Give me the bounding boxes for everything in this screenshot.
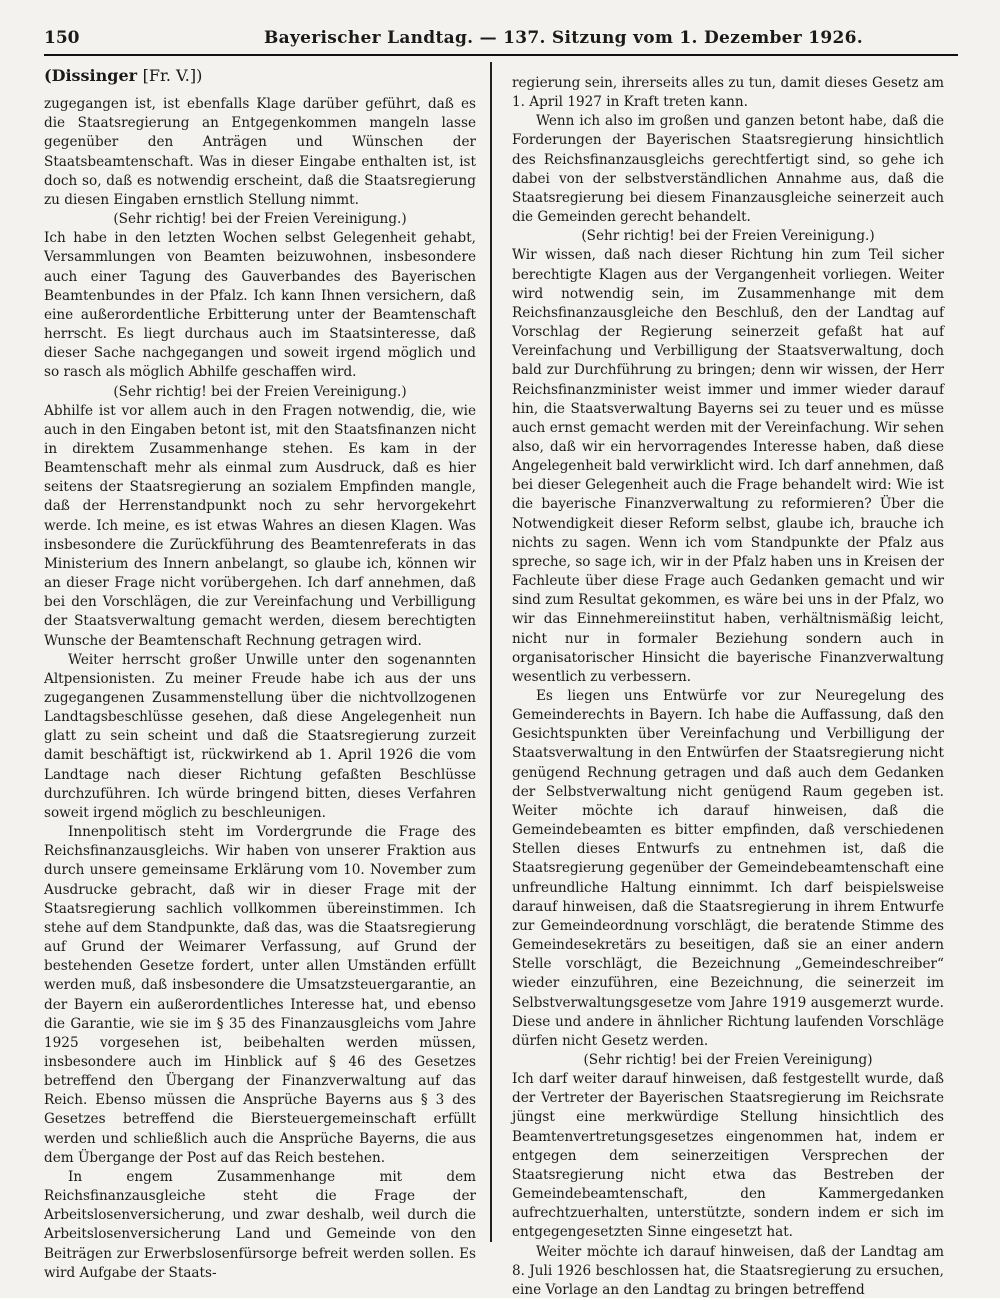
left-column — [44, 66, 476, 1283]
speaker-name: (Dissinger — [44, 66, 138, 85]
interjection: (Sehr richtig! bei der Freien Vereinigung.) — [113, 211, 407, 228]
paragraph: Weiter herrscht großer Unwille unter den sogenannten Altpensionisten. Zu meiner Freude habe ich aus der uns zugegangenen Zusammenstellung über die nichtvollzogenen Landtagsbeschlüsse gesehen, daß diese Angelegenheit nun glatt zu sein scheint und daß die Staatsregierung zurzeit damit beschäftigt ist, rückwirkend ab 1. April 1926 die vom Landtage nach dieser Richtung gefaßten Beschlüsse durchzuführen. Ich würde bringend bitten, dieses Verfahren soweit irgend möglich zu beschleunigen. — [44, 651, 476, 821]
page-number: 150 — [44, 28, 80, 48]
interjection: (Sehr richtig! bei der Freien Vereinigung) — [583, 1051, 873, 1068]
paragraph: Abhilfe ist vor allem auch in den Fragen notwendig, die, wie auch in den Eingaben betont ist, mit den Staatsfinanzen nicht in direktem Zusammenhange stehen. Es kam in der Beamtenschaft mehr als einmal zum Ausdruck, daß es hier seitens der Staatsregierung an sozialem Empfinden mangle, daß der Herrenstandpunkt noch zu sehr hervorgekehrt werde. Ich meine, es ist etwas Wahres an diesen Klagen. Was insbesondere die Zurückführung des Beamtenreferats in das Ministerium des Innern anbelangt, so glaube ich, können wir an dieser Frage nicht vorübergehen. Ich darf annehmen, daß bei den Vorschlägen, die zur Vereinfachung und Verbilligung der Staatsverwaltung gemacht werden, diesem berechtigten Wunsche der Beamtenschaft Rechnung getragen wird. — [44, 402, 476, 649]
interjection: (Sehr richtig! bei der Freien Vereinigung.) — [581, 228, 875, 245]
page-header — [44, 24, 958, 56]
column-divider — [490, 62, 492, 1242]
paragraph: Ich habe in den letzten Wochen selbst Gelegenheit gehabt, Versammlungen von Beamten beizuwohnen, insbesondere auch einer Tagung des Gauverbandes des Bayerischen Beamtenbundes in der Pfalz. Ich kann Ihnen versichern, daß eine außerordentliche Erbitterung unter der Beamtenschaft herrscht. Es liegt durchaus auch im Staatsinteresse, daß dieser Sache nachgegangen und soweit irgend möglich und so rasch als möglich Abhilfe geschaffen wird. — [44, 230, 476, 381]
paragraph: Wir wissen, daß nach dieser Richtung hin zum Teil sicher berechtigte Klagen aus der Vergangenheit vorliegen. Weiter wird notwendig sein, im Zusammenhange mit dem Reichsfinanzausgleiche den Beschluß, den der Landtag auf Vorschlag der Regierung seinerzeit gefaßt hat auf Vereinfachung und Verbilligung der Staatsverwaltung, doch bald zur Durchführung zu bringen; denn wir wissen, der Herr Reichsfinanzminister weist immer und immer wieder darauf hin, die Staatsverwaltung Bayerns sei zu teuer und es müsse auch ernst gemacht werden mit der Vereinfachung. Wir sehen also, daß wir ein hervorragendes Interesse haben, daß diese Angelegenheit bald verwirklicht wird. Ich darf annehmen, daß bei dieser Gelegenheit auch die Frage behandelt wird: Wie ist die bayerische Finanzverwaltung zu reformieren? Über die Notwendigkeit dieser Reform selbst, glaube ich, brauche ich nichts zu sagen. Wenn ich vom Standpunkte der Pfalz aus spreche, so sage ich, wir in der Pfalz haben uns in Kreisen der Fachleute über diese Frage auch Gedanken gemacht und wir sind zum Resultat gekommen, es wäre bei uns in der Pfalz, wo wir das Einnehmereiinstitut haben, verhältnismäßig leicht, nicht nur in formaler Beziehung sondern auch in organisatorischer Hinsicht die bayerische Finanzverwaltung wesentlich zu verbessern. — [512, 247, 944, 685]
paragraph: regierung sein, ihrerseits alles zu tun, damit dieses Gesetz am 1. April 1927 in Kraft treten kann. — [512, 75, 944, 111]
running-head: Bayerischer Landtag. — 137. Sitzung vom 1. Dezember 1926. — [264, 28, 863, 48]
paragraph: zugegangen ist, ist ebenfalls Klage darüber geführt, daß es die Staatsregierung an Entgegenkommen mangeln lasse gegenüber den Anträgen und Wünschen der Staatsbeamtenschaft. Was in dieser Eingabe enthalten ist, ist doch so, daß es notwendig erscheint, daß die Staatsregierung zu diesen Eingaben ernstlich Stellung nimmt. — [44, 96, 476, 208]
paragraph: In engem Zusammenhange mit dem Reichsfinanzausgleiche steht die Frage der Arbeitslosenversicherung, und zwar deshalb, weil durch die Arbeitslosenversicherung Land und Gemeinde von den Beiträgen zur Erwerbslosenfürsorge befreit werden sollen. Es wird Aufgabe der Staats- — [44, 1168, 476, 1281]
paragraph: Es liegen uns Entwürfe vor zur Neuregelung des Gemeinderechts in Bayern. Ich habe die Auffassung, daß den Gesichtspunkten über Vereinfachung und Verbilligung der Staatsverwaltung in den Entwürfen der Staatsregierung nicht genügend Rechnung getragen und daß auch dem Gedanken der Selbstverwaltung nicht genügend Raum gegeben ist. Weiter möchte ich darauf hinweisen, daß die Gemeindebeamten es bitter empfinden, daß verschiedenen Stellen dieses Entwurfs zu entnehmen ist, daß die Staatsregierung gegenüber der Gemeindebeamtenschaft eine unfreundliche Haltung einnimmt. Ich darf beispielsweise darauf hinweisen, daß die Staatsregierung in ihrem Entwurfe zur Gemeindeordnung vorschlägt, die beratende Stimme des Gemeindesekretärs zu beseitigen, daß sie an einer andern Stelle vorschlägt, die Bezeichnung „Gemeindeschreiber“ wieder einzuführen, eine Bezeichnung, die seinerzeit im Selbstverwaltungsgesetze vom Jahre 1919 ausgemerzt wurde. Diese und andere in ähnlicher Richtung laufenden Vorschläge dürfen nicht Gesetz werden. — [512, 688, 944, 1049]
right-column — [512, 74, 944, 1300]
paragraph: Wenn ich also im großen und ganzen betont habe, daß die Forderungen der Bayerischen Staatsregierung hinsichtlich des Reichsfinanzausgleichs gerechtfertigt sind, so gehe ich dabei von der selbstverständlichen Annahme aus, daß die Staatsregierung bei diesem Finanzausgleiche seinerzeit auch die Gemeinden gerecht behandelt. — [512, 113, 944, 226]
paragraph: Weiter möchte ich darauf hinweisen, daß der Landtag am 8. Juli 1926 beschlossen hat, die Staatsregierung zu ersuchen, eine Vorlage an den Landtag zu bringen betreffend — [512, 1243, 944, 1298]
interjection: (Sehr richtig! bei der Freien Vereinigung.) — [113, 383, 407, 400]
speaker-party: [Fr. V.]) — [142, 66, 203, 85]
paragraph: Innenpolitisch steht im Vordergrunde die Frage des Reichsfinanzausgleichs. Wir haben von unserer Fraktion aus durch unsere gemeinsame Erklärung vom 10. November zum Ausdrucke gebracht, daß wir in dieser Frage mit der Staatsregierung sachlich vollkommen übereinstimmen. Ich stehe auf dem Standpunkte, daß das, was die Staatsregierung auf Grund der Weimarer Verfassung, auf Grund der bestehenden Gesetze fordert, unter allen Umständen erfüllt werden muß, daß insbesondere die Umsatzsteuergarantie, an der Bayern ein außerordentliches Interesse hat, und ebenso die Garantie, wie sie im § 35 des Finanzausgleichs vom Jahre 1925 vorgesehen ist, beibehalten werden müssen, insbesondere auch im Hinblick auf § 46 des Gesetzes betreffend den Übergang der Finanzverwaltung auf das Reich. Ebenso müssen die Ansprüche Bayerns aus § 3 des Gesetzes betreffend die Biersteuergemeinschaft erfüllt werden und schließlich auch die Ansprüche Bayerns, die aus dem Übergange der Post auf das Reich bestehen. — [44, 824, 476, 1166]
speaker-label — [44, 66, 476, 85]
paragraph: Ich darf weiter darauf hinweisen, daß festgestellt wurde, daß der Vertreter der Bayerischen Staatsregierung im Reichsrate jüngst eine merkwürdige Stellung hinsichtlich des Beamtenvertretungsgesetzes eingenommen hat, indem er entgegen dem seinerzeitigen Versprechen der Staatsregierung nicht etwa das Bestreben der Gemeindebeamtenschaft, den Kammergedanken aufrechtzuerhalten, unterstützte, sondern indem er sich im entgegengesetzten Sinne eingesetzt hat. — [512, 1071, 944, 1241]
